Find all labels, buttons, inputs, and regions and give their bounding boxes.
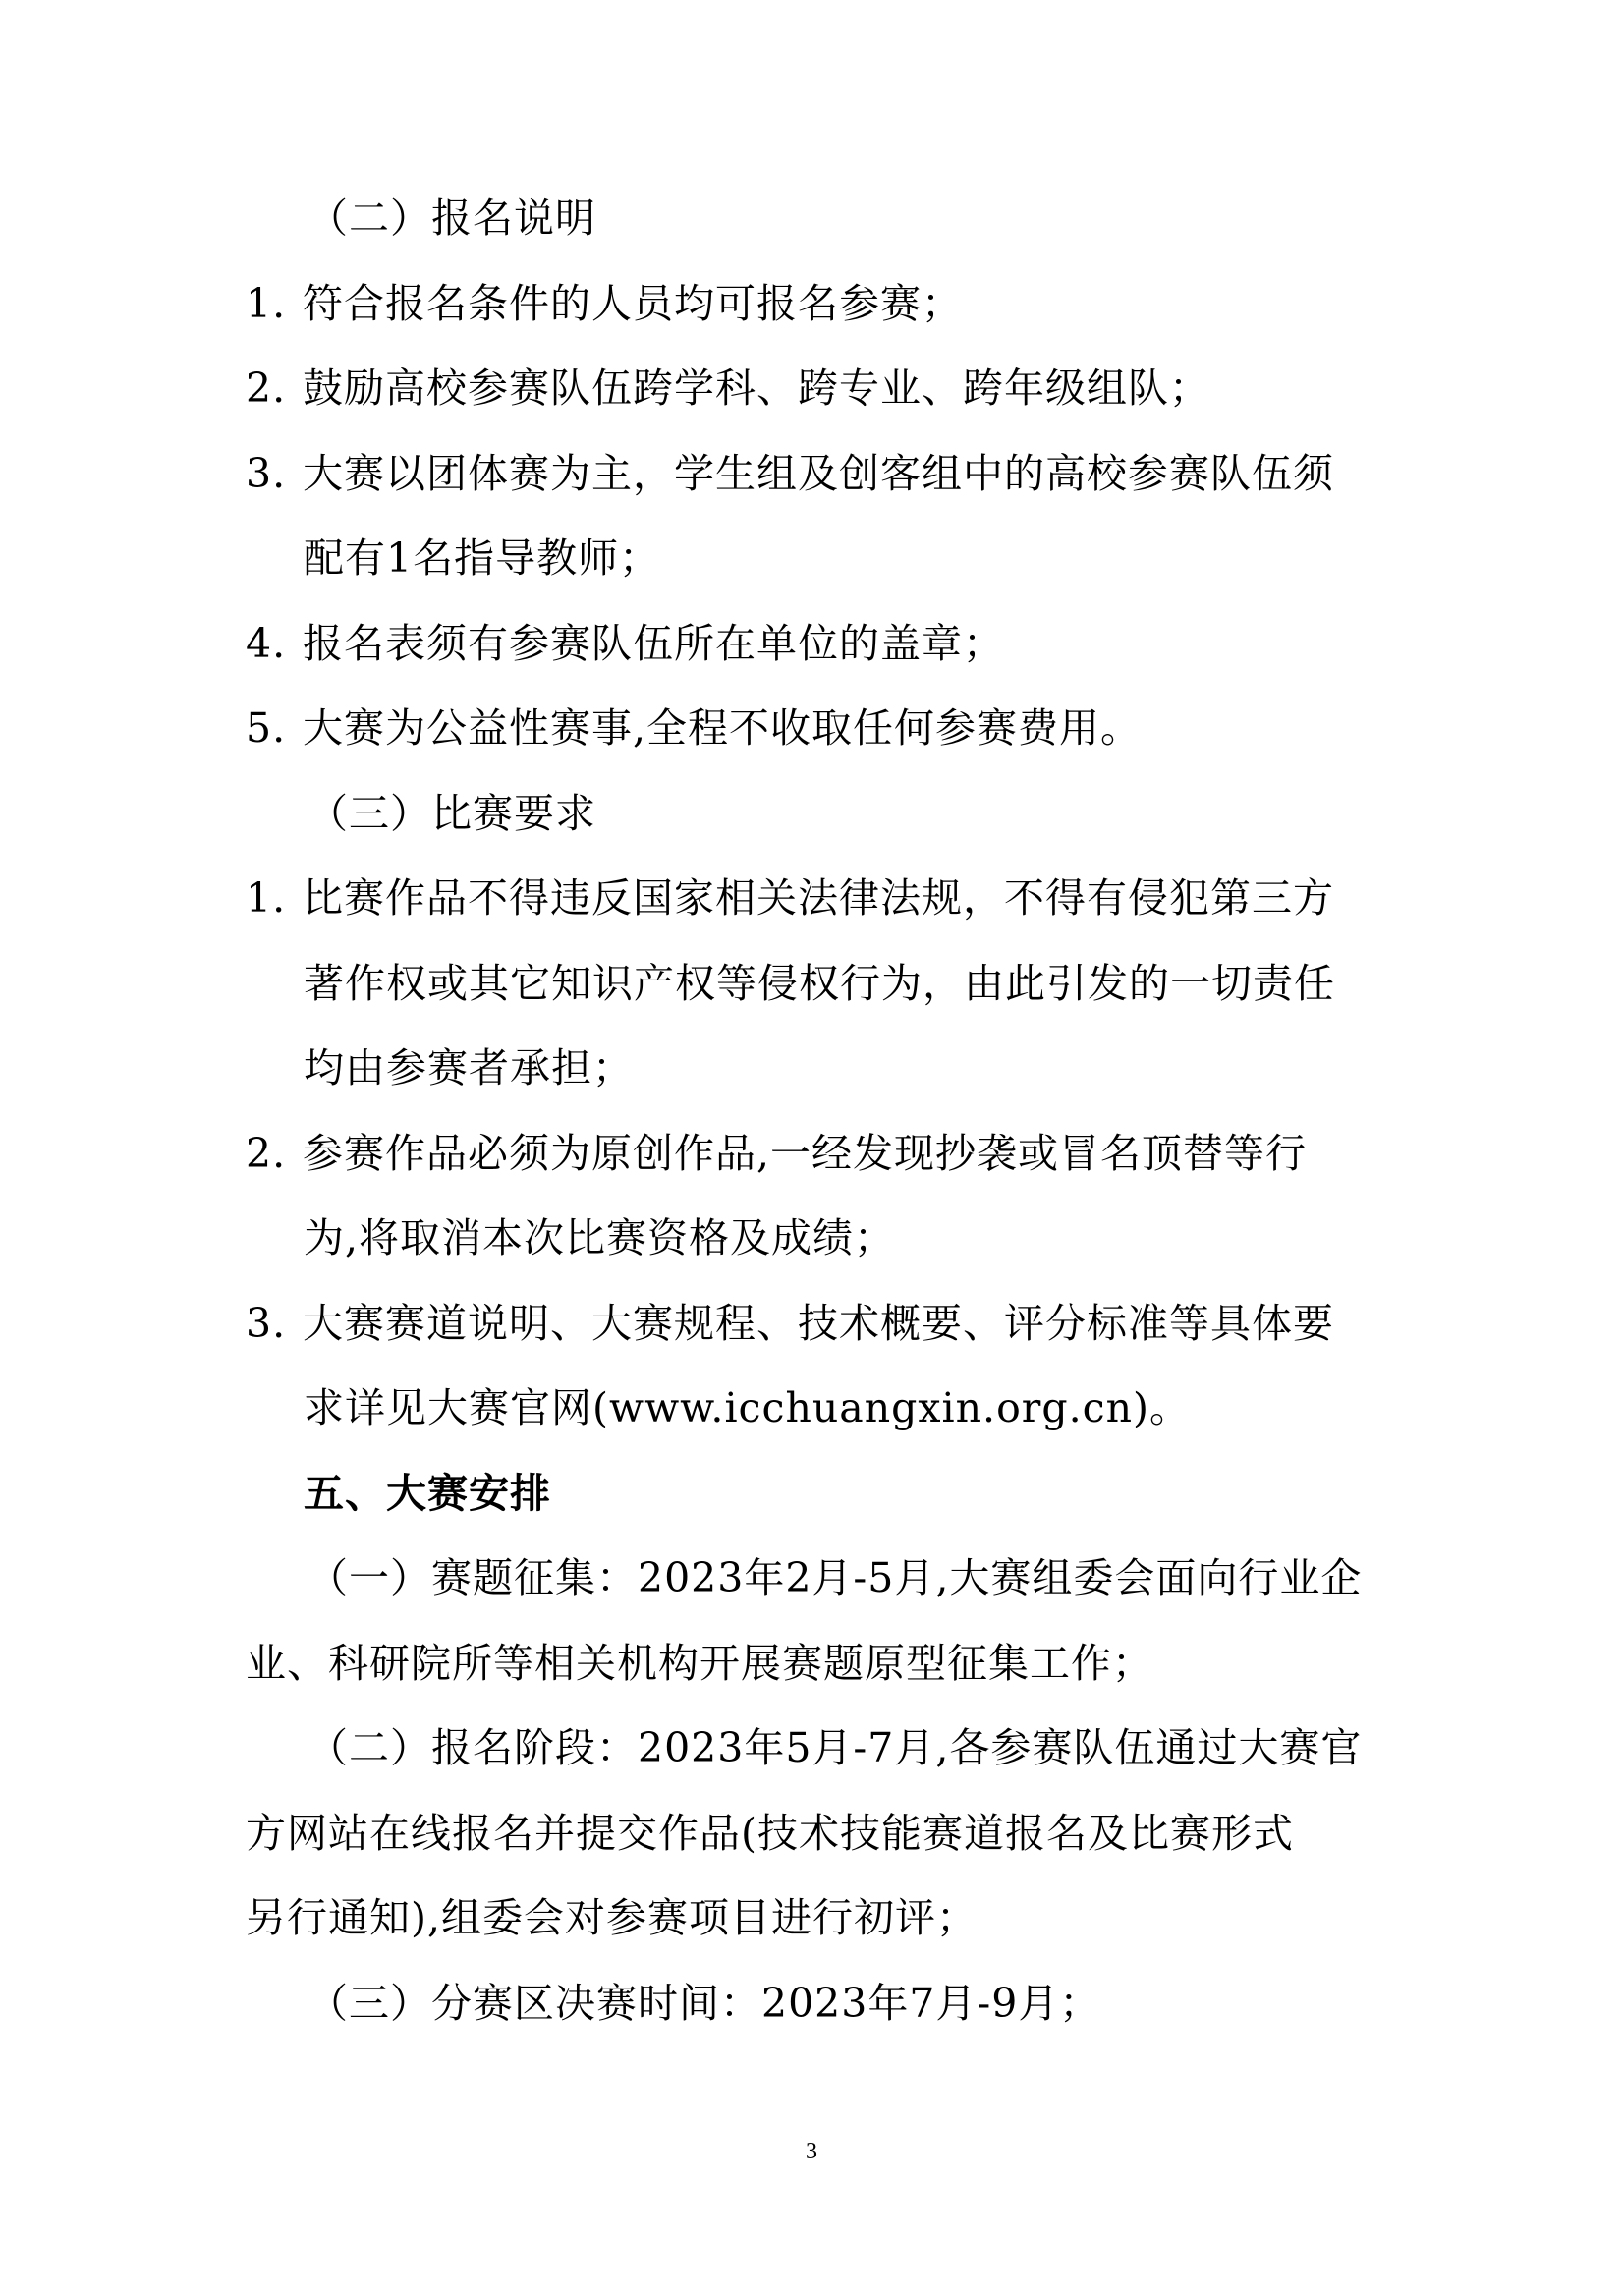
section-title-requirements: （三）比赛要求 bbox=[308, 790, 596, 837]
item-text: 大赛赛道说明、大赛规程、技术概要、评分标准等具体要 bbox=[303, 1300, 1334, 1347]
item-text: 参赛作品必须为原创作品,一经发现抄袭或冒名顶替等行 bbox=[303, 1130, 1308, 1177]
list-item bbox=[246, 274, 963, 333]
list-item bbox=[246, 614, 1004, 673]
list-item bbox=[246, 359, 1210, 418]
list-item bbox=[246, 699, 1142, 757]
page-number: 3 bbox=[806, 2139, 817, 2164]
list-item bbox=[246, 444, 1334, 503]
item-text: 比赛作品不得违反国家相关法律法规，不得有侵犯第三方 bbox=[303, 874, 1334, 922]
item-number: 2. bbox=[246, 1130, 287, 1177]
list-item bbox=[246, 1294, 1334, 1353]
item-number: 3. bbox=[246, 450, 287, 497]
item-number: 4. bbox=[246, 620, 287, 667]
paragraph-line: 业、科研院所等相关机构开展赛题原型征集工作； bbox=[246, 1640, 1153, 1687]
list-item-continuation: 配有1名指导教师； bbox=[304, 534, 661, 582]
item-number: 2. bbox=[246, 364, 287, 412]
section-title-registration: （二）报名说明 bbox=[308, 195, 596, 242]
list-item bbox=[246, 1124, 1307, 1183]
paragraph-line: 另行通知),组委会对参赛项目进行初评； bbox=[246, 1894, 979, 1941]
item-text: 报名表须有参赛队伍所在单位的盖章； bbox=[303, 620, 1004, 667]
item-text: 符合报名条件的人员均可报名参赛； bbox=[303, 280, 963, 327]
paragraph-line: （一）赛题征集：2023年2月-5月,大赛组委会面向行业企 bbox=[308, 1554, 1363, 1601]
paragraph-line: 方网站在线报名并提交作品(技术技能赛道报名及比赛形式 bbox=[246, 1810, 1294, 1857]
list-item-continuation: 均由参赛者承担； bbox=[304, 1044, 634, 1092]
item-number: 5. bbox=[246, 704, 287, 752]
item-number: 1. bbox=[246, 874, 287, 922]
list-item-continuation: 为,将取消本次比赛资格及成绩； bbox=[304, 1214, 896, 1261]
item-number: 3. bbox=[246, 1300, 287, 1347]
list-item-continuation: 求详见大赛官网(www.icchuangxin.org.cn)。 bbox=[304, 1384, 1191, 1431]
item-number: 1. bbox=[246, 280, 287, 327]
list-item-continuation: 著作权或其它知识产权等侵权行为，由此引发的一切责任 bbox=[304, 960, 1335, 1007]
item-text: 大赛为公益性赛事,全程不收取任何参赛费用。 bbox=[303, 704, 1143, 752]
list-item bbox=[246, 868, 1334, 927]
paragraph-line: （二）报名阶段：2023年5月-7月,各参赛队伍通过大赛官 bbox=[308, 1724, 1363, 1771]
section-heading-schedule: 五、大赛安排 bbox=[304, 1470, 551, 1517]
item-text: 大赛以团体赛为主，学生组及创客组中的高校参赛队伍须 bbox=[303, 450, 1334, 497]
paragraph-line: （三）分赛区决赛时间：2023年7月-9月； bbox=[308, 1980, 1101, 2027]
item-text: 鼓励高校参赛队伍跨学科、跨专业、跨年级组队； bbox=[303, 364, 1210, 412]
